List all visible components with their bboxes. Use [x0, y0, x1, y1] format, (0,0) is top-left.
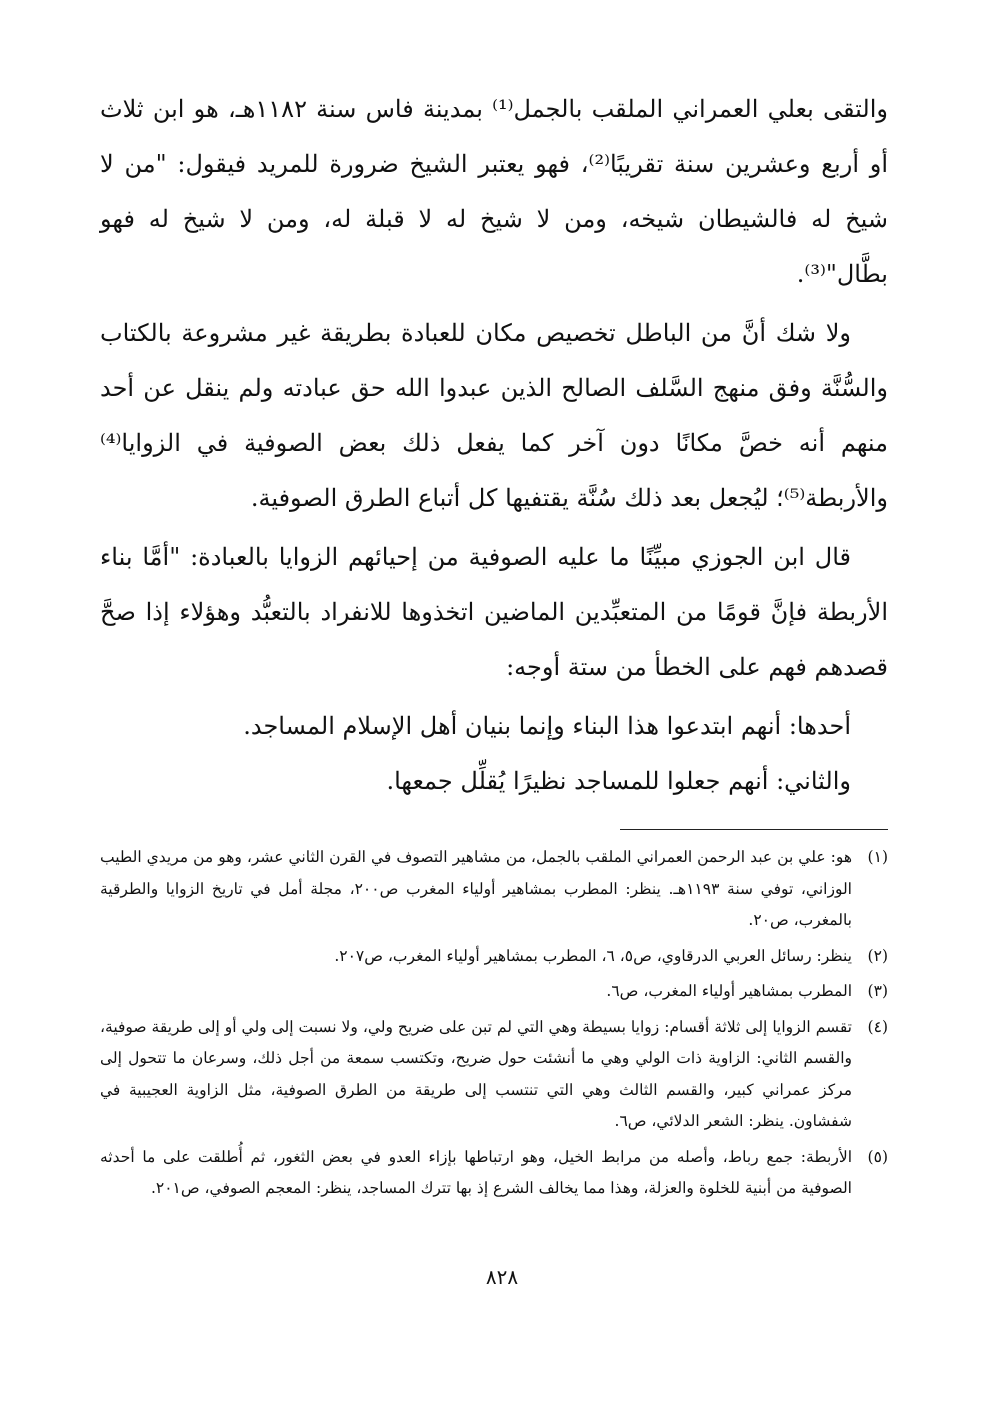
- paragraph-1: والتقى بعلي العمراني الملقب بالجمل⁽¹⁾ بمدينة فاس سنة ١١٨٢هـ، هو ابن ثلاث أو أربع وعشرين سنة تقريبًا⁽²⁾، فهو يعتبر الشيخ ضرورة للمريد فيقول: "من لا شيخ له فالشيطان شيخه، ومن لا شيخ له لا قبلة له، ومن لا شيخ له فهو بطَّال"⁽³⁾.: [100, 95, 888, 288]
- paragraph-4: أحدها: أنهم ابتدعوا هذا البناء وإنما بنيان أهل الإسلام المساجد.: [243, 712, 851, 740]
- footnote-divider: [620, 829, 888, 830]
- footnote-text: الأربطة: جمع رباط، وأصله من مرابط الخيل، وهو ارتباطها بإزاء العدو في بعض الثغور، ثم أُطلقت على ما أحدثه الصوفية من أبنية للخلوة والعزلة، وهذا مما يخالف الشرع إذ بها تترك المساجد، ينظر: المعجم الصوفي، ص٢٠١.: [100, 1147, 852, 1197]
- footnote-number: (٤): [867, 1017, 888, 1036]
- footnote-1: [100, 842, 888, 937]
- paragraph-2: ولا شك أنَّ من الباطل تخصيص مكان للعبادة بطريقة غير مشروعة بالكتاب والسُّنَّة وفق منهج السَّلف الصالح الذين عبدوا الله حق عبادته ولم ينقل عن أحد منهم أنه خصَّ مكانًا دون آخر كما يفعل ذلك بعض الصوفية في الزوايا⁽⁴⁾ والأربطة⁽⁵⁾؛ ليُجعل بعد ذلك سُنَّة يقتفيها كل أتباع الطرق الصوفية.: [100, 319, 888, 512]
- footnote-number: (٢): [867, 946, 888, 965]
- footnote-number: (٥): [867, 1147, 888, 1166]
- page-body: [100, 82, 888, 1209]
- footnotes: [100, 842, 888, 1205]
- footnote-2: [100, 941, 888, 973]
- footnote-5: [100, 1142, 888, 1205]
- main-text: [100, 82, 888, 809]
- paragraph-5: والثاني: أنهم جعلوا للمساجد نظيرًا يُقلِّل جمعها.: [386, 767, 851, 795]
- footnote-3: [100, 976, 888, 1008]
- footnote-text: ينظر: رسائل العربي الدرقاوي، ص٥، ٦، المطرب بمشاهير أولياء المغرب، ص٢٠٧.: [334, 946, 852, 965]
- footnote-text: تقسم الزوايا إلى ثلاثة أقسام: زوايا بسيطة وهي التي لم تبن على ضريح ولي، ولا نسبت إلى ولي أو إلى طريقة صوفية، والقسم الثاني: الزاوية ذات الولي وهي ما أنشئت حول ضريح، وتكتسب سمعة من أجل ذلك، وسرعان ما تتحول إلى مركز عمراني كبير، والقسم الثالث وهي التي تنتسب إلى طريقة من الطرق الصوفية، مثل الزاوية العجيبية في شفشاون. ينظر: الشعر الدلائي، ص٦.: [100, 1017, 852, 1130]
- footnote-number: (٣): [867, 982, 888, 1000]
- page-number: ٨٢٨: [485, 1265, 519, 1289]
- footnote-text: هو: علي بن عبد الرحمن العمراني الملقب بالجمل، من مشاهير التصوف في القرن الثاني عشر، وهو من مريدي الطيب الوزاني، توفي سنة ١١٩٣هـ. ينظر: المطرب بمشاهير أولياء المغرب ص٢٠٠، مجلة أمل في تاريخ الزوايا والطرقية بالمغرب، ص٢٠.: [100, 848, 852, 929]
- footnote-number: (١): [867, 848, 888, 866]
- footnote-text: المطرب بمشاهير أولياء المغرب، ص٦.: [606, 982, 852, 1000]
- paragraph-3: قال ابن الجوزي مبيِّنًا ما عليه الصوفية من إحيائهم الزوايا بالعبادة: "أمَّا بناء الأربطة فإنَّ قومًا من المتعبِّدين الماضين اتخذوها للانفراد بالتعبُّد وهؤلاء إذا صحَّ قصدهم فهم على الخطأ من ستة أوجه:: [100, 543, 888, 681]
- footnote-4: [100, 1012, 888, 1138]
